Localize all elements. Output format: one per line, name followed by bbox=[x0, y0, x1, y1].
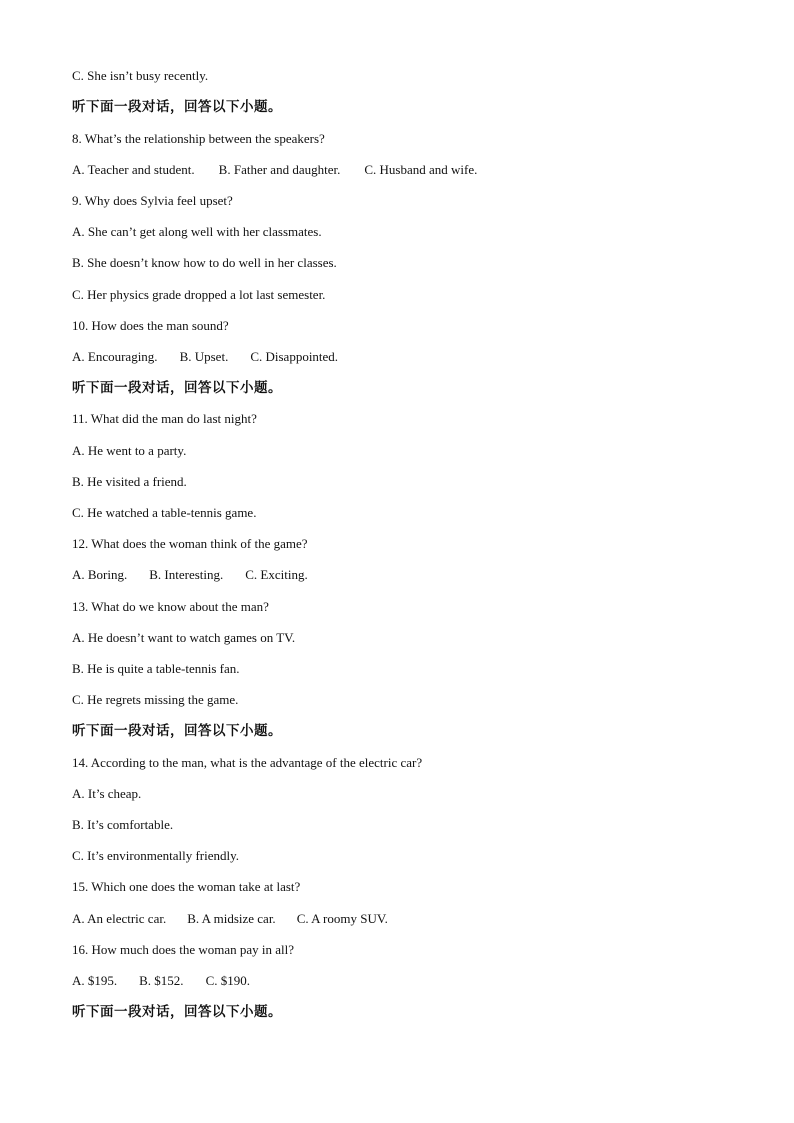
question-16-option-c: C. $190. bbox=[205, 973, 250, 988]
question-12-option-c: C. Exciting. bbox=[245, 567, 308, 582]
question-9-option-b: B. She doesn’t know how to do well in her classes. bbox=[72, 255, 337, 270]
question-13-stem: 13. What do we know about the man? bbox=[72, 599, 269, 614]
question-16-options bbox=[72, 971, 754, 991]
question-12-options bbox=[72, 565, 754, 585]
question-10-stem: 10. How does the man sound? bbox=[72, 318, 229, 333]
question-12-stem: 12. What does the woman think of the game? bbox=[72, 536, 308, 551]
section-heading-1: 听下面一段对话，回答以下小题。 bbox=[72, 99, 282, 115]
question-11-stem: 11. What did the man do last night? bbox=[72, 411, 257, 426]
question-13-option-a: A. He doesn’t want to watch games on TV. bbox=[72, 630, 296, 645]
question-11-option-b: B. He visited a friend. bbox=[72, 474, 187, 489]
question-15-stem: 15. Which one does the woman take at last? bbox=[72, 879, 301, 894]
question-11-option-a: A. He went to a party. bbox=[72, 443, 187, 458]
question-9-option-a: A. She can’t get along well with her classmates. bbox=[72, 224, 322, 239]
question-10-option-b: B. Upset. bbox=[179, 349, 229, 364]
question-8-option-a: A. Teacher and student. bbox=[72, 162, 195, 177]
question-11-option-c: C. He watched a table-tennis game. bbox=[72, 505, 257, 520]
question-12-option-a: A. Boring. bbox=[72, 567, 128, 582]
question-12-option-b: B. Interesting. bbox=[149, 567, 224, 582]
question-8-stem: 8. What’s the relationship between the speakers? bbox=[72, 131, 325, 146]
question-7-option-c: C. She isn’t busy recently. bbox=[72, 68, 209, 83]
question-14-option-c: C. It’s environmentally friendly. bbox=[72, 848, 240, 863]
question-10-option-a: A. Encouraging. bbox=[72, 349, 158, 364]
question-16-option-b: B. $152. bbox=[139, 973, 184, 988]
question-8-option-b: B. Father and daughter. bbox=[218, 162, 341, 177]
question-15-option-c: C. A roomy SUV. bbox=[296, 911, 388, 926]
question-15-options bbox=[72, 909, 754, 929]
question-14-option-b: B. It’s comfortable. bbox=[72, 817, 174, 832]
section-heading-4: 听下面一段对话，回答以下小题。 bbox=[72, 1004, 282, 1020]
question-8-options bbox=[72, 160, 754, 180]
section-heading-3: 听下面一段对话，回答以下小题。 bbox=[72, 723, 282, 739]
question-15-option-b: B. A midsize car. bbox=[187, 911, 276, 926]
question-14-option-a: A. It’s cheap. bbox=[72, 786, 142, 801]
question-15-option-a: A. An electric car. bbox=[72, 911, 167, 926]
question-10-options bbox=[72, 347, 754, 367]
question-14-stem: 14. According to the man, what is the advantage of the electric car? bbox=[72, 755, 423, 770]
question-13-option-b: B. He is quite a table-tennis fan. bbox=[72, 661, 240, 676]
question-16-option-a: A. $195. bbox=[72, 973, 118, 988]
question-9-option-c: C. Her physics grade dropped a lot last semester. bbox=[72, 287, 326, 302]
question-13-option-c: C. He regrets missing the game. bbox=[72, 692, 239, 707]
question-9-stem: 9. Why does Sylvia feel upset? bbox=[72, 193, 233, 208]
question-16-stem: 16. How much does the woman pay in all? bbox=[72, 942, 295, 957]
section-heading-2: 听下面一段对话，回答以下小题。 bbox=[72, 380, 282, 396]
question-10-option-c: C. Disappointed. bbox=[250, 349, 339, 364]
question-8-option-c: C. Husband and wife. bbox=[364, 162, 478, 177]
